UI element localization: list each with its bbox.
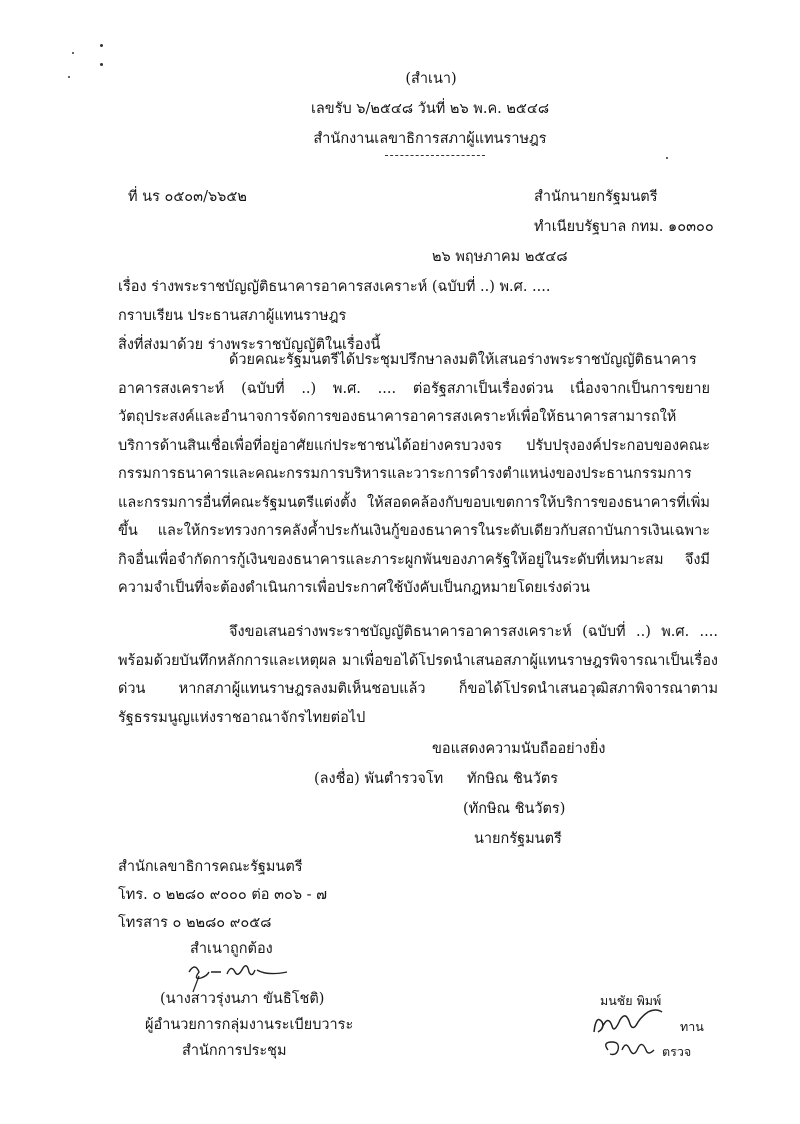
sender-address: ทำเนียบรัฐบาล กทม. ๑๐๓๐๐ — [534, 219, 714, 235]
scan-speck — [68, 76, 70, 78]
closing: ขอแสดงความนับถืออย่างยิ่ง — [432, 741, 606, 757]
footer-office: สำนักเลขาธิการคณะรัฐมนตรี — [118, 859, 303, 875]
body-paragraph-2: จึงขอเสนอร่างพระราชบัญญัติธนาคารอาคารสงเคราะห์ (ฉบับที่ ..) พ.ศ. .... พร้อมด้วยบันทึกหลักการและเหตุผล มาเพื่อขอได้โปรดนำเสนอสภาผู้แทนราษฎรพิจารณาเป็นเรื่องด่วน หากสภาผู้แทนราษฎรลงมติเห็นชอบแล้ว ก็ขอได้โปรดนำเสนอวุฒิสภาพิจารณาตามรัฐธรรมนูญแห่งราชอาณาจักรไทยต่อไป — [118, 624, 718, 726]
certifier-signature — [185, 958, 295, 988]
subject-line: เรื่อง ร่างพระราชบัญญัติธนาคารอาคารสงเคราะห์ (ฉบับที่ ..) พ.ศ. .... — [118, 279, 551, 295]
copy-mark: (สำเนา) — [405, 71, 457, 87]
header-divider — [385, 155, 485, 156]
footer-telephone: โทร. ๐ ๒๒๘๐ ๙๐๐๐ ต่อ ๓๐๖ - ๗ — [118, 887, 328, 903]
signer-name: ทักษิณ ชินวัตร — [467, 771, 559, 787]
signer-title: นายกรัฐมนตรี — [474, 831, 562, 847]
certifier-name: (นางสาวรุ่งนภา ขันธิโชติ) — [160, 991, 325, 1007]
enclosure-line: สิ่งที่ส่งมาด้วย ร่างพระราชบัญญัติในเรื่องนี้ — [118, 337, 381, 353]
scan-speck — [666, 157, 668, 159]
scan-speck — [100, 44, 103, 47]
scan-speck — [72, 52, 74, 54]
signed-label: (ลงชื่อ) พันตำรวจโท — [314, 771, 444, 787]
salutation: กราบเรียน ประธานสภาผู้แทนราษฎร — [118, 308, 347, 324]
typist-note: มนชัย พิมพ์ — [600, 993, 662, 1008]
reviewer-initials — [588, 1006, 678, 1040]
certified-copy-label: สำเนาถูกต้อง — [190, 941, 273, 957]
signer-name-parenthesized: (ทักษิณ ชินวัตร) — [463, 801, 566, 817]
certifier-office: สำนักการประชุม — [182, 1043, 287, 1059]
letter-date: ๒๖ พฤษภาคม ๒๕๔๘ — [432, 249, 568, 265]
checker-initials — [600, 1036, 660, 1060]
received-number: เลขรับ ๖/๒๕๔๘ วันที่ ๒๖ พ.ค. ๒๕๔๘ — [310, 101, 550, 117]
body-paragraph-1: ด้วยคณะรัฐมนตรีได้ประชุมปรึกษาลงมติให้เสนอร่างพระราชบัญญัติธนาคารอาคารสงเคราะห์ (ฉบับที่ ..) พ.ศ. .... ต่อรัฐสภาเป็นเรื่องด่วน เนื่องจากเป็นการขยายวัตถุประสงค์และอำนาจการจัดการของธนาคารอาคารสงเคราะห์เพื่อให้ธนาคารสามารถให้บริการด้านสินเชื่อเพื่อที่อยู่อาศัยแก่ประชาชนได้อย่างครบวงจร ปรับปรุงองค์ประกอบของคณะกรรมการธนาคารและคณะกรรมการบริหารและวาระการดำรงตำแหน่งของประธานกรรมการและกรรมการอื่นที่คณะรัฐมนตรีแต่งตั้ง ให้สอดคล้องกับขอบเขตการให้บริการของธนาคารที่เพิ่มขึ้น และให้กระทรวงการคลังค้ำประกันเงินกู้ของธนาคารในระดับเดียวกับสถาบันการเงินเฉพาะกิจอื่นเพื่อจำกัดการกู้เงินของธนาคารและภาระผูกพันของภาครัฐให้อยู่ในระดับที่เหมาะสม จึงมีความจำเป็นที่จะต้องดำเนินการเพื่อประกาศใช้บังคับเป็นกฎหมายโดยเร่งด่วน — [118, 352, 710, 596]
reviewed-note: ทาน — [680, 1019, 704, 1034]
checked-note: ตรวจ — [662, 1044, 692, 1059]
certifier-title: ผู้อำนวยการกลุ่มงานระเบียบวาระ — [145, 1017, 354, 1033]
sender-office: สำนักนายกรัฐมนตรี — [534, 189, 658, 205]
receiving-office: สำนักงานเลขาธิการสภาผู้แทนราษฎร — [313, 131, 547, 147]
scan-speck — [100, 63, 103, 66]
reference-number: ที่ นร ๐๕๐๓/๖๖๕๒ — [128, 189, 247, 205]
footer-fax: โทรสาร ๐ ๒๒๘๐ ๙๐๕๘ — [118, 915, 272, 931]
